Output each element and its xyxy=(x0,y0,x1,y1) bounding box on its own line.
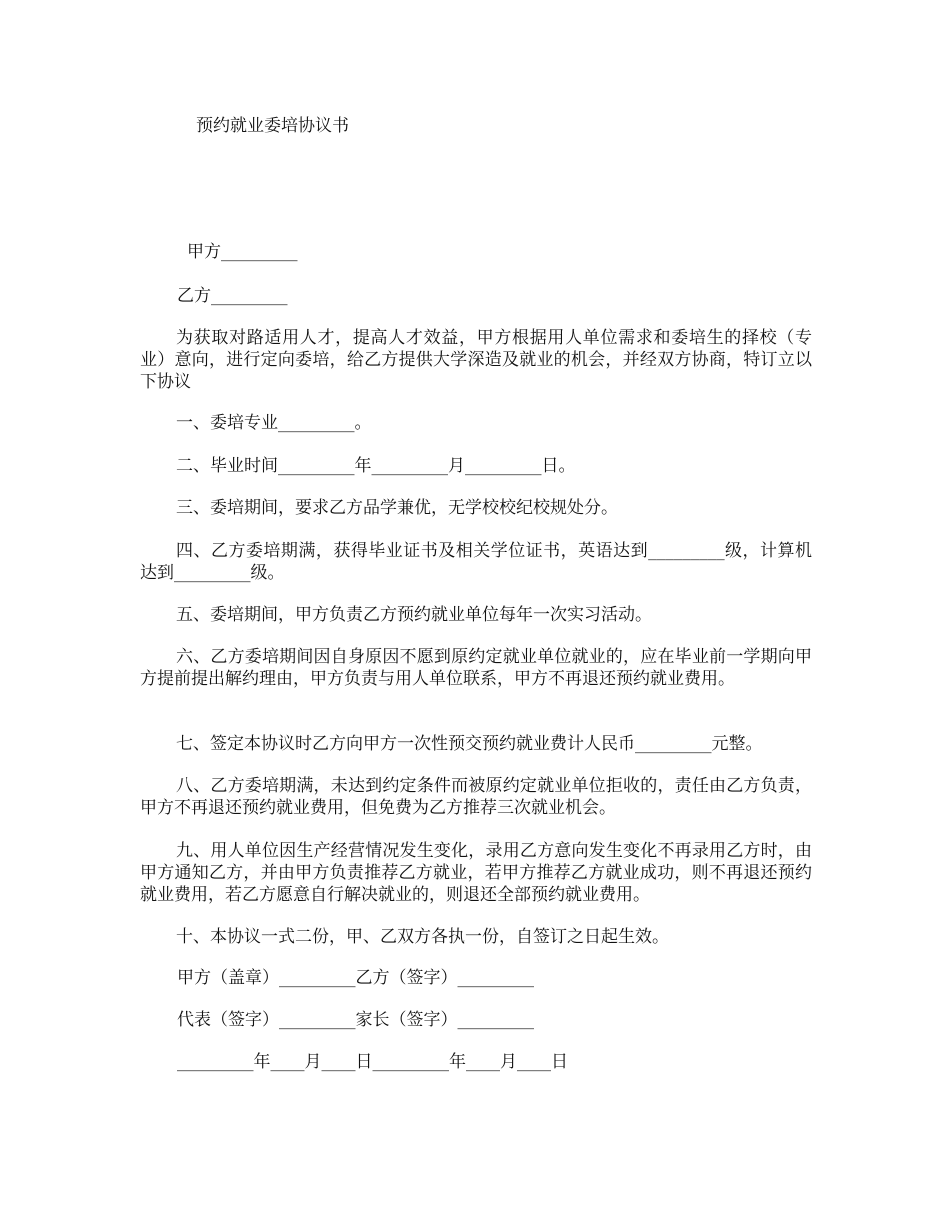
document-title: 预约就业委培协议书 xyxy=(196,116,349,136)
clause-10: 十、本协议一式二份，甲、乙双方各执一份，自签订之日起生效。 xyxy=(176,927,669,947)
clause-7: 七、签定本协议时乙方向甲方一次性预交预约就业费计人民币_________元整。 xyxy=(176,734,763,754)
party-b-line: 乙方_________ xyxy=(177,286,288,306)
clause-2: 二、毕业时间_________年_________月_________日。 xyxy=(176,456,576,476)
clause-1: 一、委培专业_________。 xyxy=(176,413,372,433)
date-line: _________年____月____日_________年____月____日 xyxy=(177,1052,568,1072)
signature-line-party: 甲方（盖章）_________乙方（签字）_________ xyxy=(177,968,534,988)
intro-paragraph: 为获取对路适用人才，提高人才效益，甲方根据用人单位需求和委培生的择校（专业）意向，进行定向委培，给乙方提供大学深造及就业的机会，并经双方协商，特订立以下协议 xyxy=(140,328,812,392)
clause-6: 六、乙方委培期间因自身原因不愿到原约定就业单位就业的，应在毕业前一学期向甲方提前提出解约理由，甲方负责与用人单位联系，甲方不再退还预约就业费用。 xyxy=(140,647,812,689)
clause-9: 九、用人单位因生产经营情况发生变化，录用乙方意向发生变化不再录用乙方时，由甲方通知乙方，并由甲方负责推荐乙方就业，若甲方推荐乙方就业成功，则不再退还预约就业费用，若乙方愿意自行解决就业的，则退还全部预约就业费用。 xyxy=(140,841,812,905)
clause-3: 三、委培期间，要求乙方品学兼优，无学校校纪校规处分。 xyxy=(176,498,618,518)
clause-8: 八、乙方委培期满，未达到约定条件而被原约定就业单位拒收的，责任由乙方负责，甲方不再退还预约就业费用，但免费为乙方推荐三次就业机会。 xyxy=(140,776,812,818)
party-a-line: 甲方_________ xyxy=(187,242,298,262)
clause-5: 五、委培期间，甲方负责乙方预约就业单位每年一次实习活动。 xyxy=(176,605,652,625)
signature-line-representative: 代表（签字）_________家长（签字）_________ xyxy=(177,1010,534,1030)
clause-4: 四、乙方委培期满，获得毕业证书及相关学位证书，英语达到_________级，计算机达到_________级。 xyxy=(140,541,812,583)
